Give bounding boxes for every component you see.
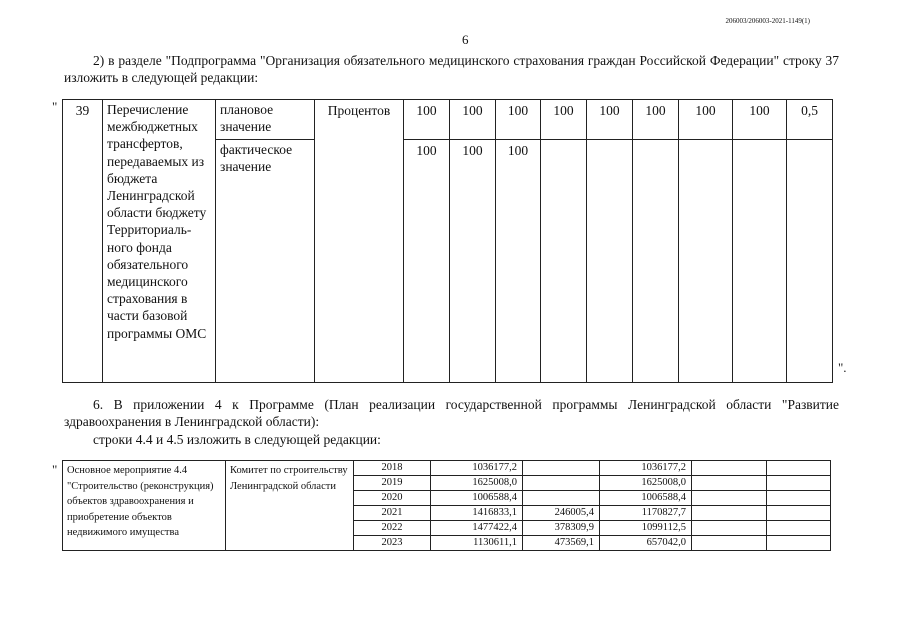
actual-value-cell [587, 140, 633, 383]
planned-value-cell: 100 [679, 100, 733, 140]
planned-label-cell: плановое значение [216, 100, 315, 140]
paragraph-section-2: 2) в разделе "Подпрограмма "Организация обязательного медицинского страхования граждан Российской Федерации" строку 37 изложить в следующей редакции: [64, 53, 839, 85]
table1-open-quote: " [52, 99, 58, 114]
planned-value-cell: 100 [633, 100, 679, 140]
other-cell [767, 461, 831, 476]
actual-label-cell: фактическое значение [216, 140, 315, 383]
planned-value-cell: 100 [541, 100, 587, 140]
federal-cell: 246005,4 [523, 506, 600, 521]
document-number: 206003/206003-2021-1149(1) [725, 17, 810, 25]
other-cell [767, 491, 831, 506]
actual-value-cell [733, 140, 787, 383]
total-cell: 1416833,1 [431, 506, 523, 521]
total-cell: 1625008,0 [431, 476, 523, 491]
year-cell: 2019 [354, 476, 431, 491]
planned-value-cell: 100 [733, 100, 787, 140]
year-cell: 2021 [354, 506, 431, 521]
federal-cell [523, 461, 600, 476]
activity-cell: Основное мероприятие 4.4 "Строительство (реконструкция) объектов здравоохранения и приобретение объектов недвижимого имущества [63, 461, 226, 551]
local-cell [692, 521, 767, 536]
regional-cell: 1099112,5 [600, 521, 692, 536]
regional-cell: 1036177,2 [600, 461, 692, 476]
year-cell: 2022 [354, 521, 431, 536]
local-cell [692, 461, 767, 476]
actual-value-cell [633, 140, 679, 383]
local-cell [692, 506, 767, 521]
planned-value-cell: 100 [404, 100, 450, 140]
indicator-description-cell: Перечисление межбюджетных трансфертов, передаваемых из бюджета Ленинградской области бюджету Территориаль-ного фонда обязательного медицинского страхования в части базовой программы ОМС [103, 100, 216, 383]
total-cell: 1477422,4 [431, 521, 523, 536]
year-cell: 2023 [354, 536, 431, 551]
year-cell: 2018 [354, 461, 431, 476]
federal-cell: 378309,9 [523, 521, 600, 536]
local-cell [692, 476, 767, 491]
planned-value-cell: 100 [450, 100, 496, 140]
total-cell: 1006588,4 [431, 491, 523, 506]
other-cell [767, 476, 831, 491]
regional-cell: 1625008,0 [600, 476, 692, 491]
table-row [63, 461, 831, 476]
unit-cell: Процентов [315, 100, 404, 383]
actual-value-cell: 100 [496, 140, 541, 383]
other-cell [767, 536, 831, 551]
table-row [63, 100, 833, 140]
other-cell [767, 506, 831, 521]
row-number-cell: 39 [63, 100, 103, 383]
actual-value-cell: 100 [450, 140, 496, 383]
other-cell [767, 521, 831, 536]
table-activity-4-4 [62, 460, 831, 551]
federal-cell [523, 476, 600, 491]
paragraph-appendix-4: 6. В приложении 4 к Программе (План реализации государственной программы Ленинградской области "Развитие здравоохранения в Ленинградской области): [64, 397, 839, 429]
regional-cell: 657042,0 [600, 536, 692, 551]
table-indicator-39 [62, 99, 833, 383]
executor-cell: Комитет по строительству Ленинградской области [226, 461, 354, 551]
actual-value-cell [787, 140, 833, 383]
local-cell [692, 491, 767, 506]
regional-cell: 1006588,4 [600, 491, 692, 506]
planned-value-cell: 100 [496, 100, 541, 140]
federal-cell: 473569,1 [523, 536, 600, 551]
total-cell: 1130611,1 [431, 536, 523, 551]
federal-cell [523, 491, 600, 506]
total-cell: 1036177,2 [431, 461, 523, 476]
page-number: 6 [462, 32, 469, 47]
planned-value-cell: 100 [587, 100, 633, 140]
actual-value-cell: 100 [404, 140, 450, 383]
paragraph-rows-instruction: строки 4.4 и 4.5 изложить в следующей редакции: [93, 432, 381, 447]
actual-value-cell [541, 140, 587, 383]
regional-cell: 1170827,7 [600, 506, 692, 521]
planned-value-cell: 0,5 [787, 100, 833, 140]
year-cell: 2020 [354, 491, 431, 506]
actual-value-cell [679, 140, 733, 383]
table1-close-quote: ". [838, 360, 847, 375]
table2-open-quote: " [52, 462, 58, 477]
local-cell [692, 536, 767, 551]
